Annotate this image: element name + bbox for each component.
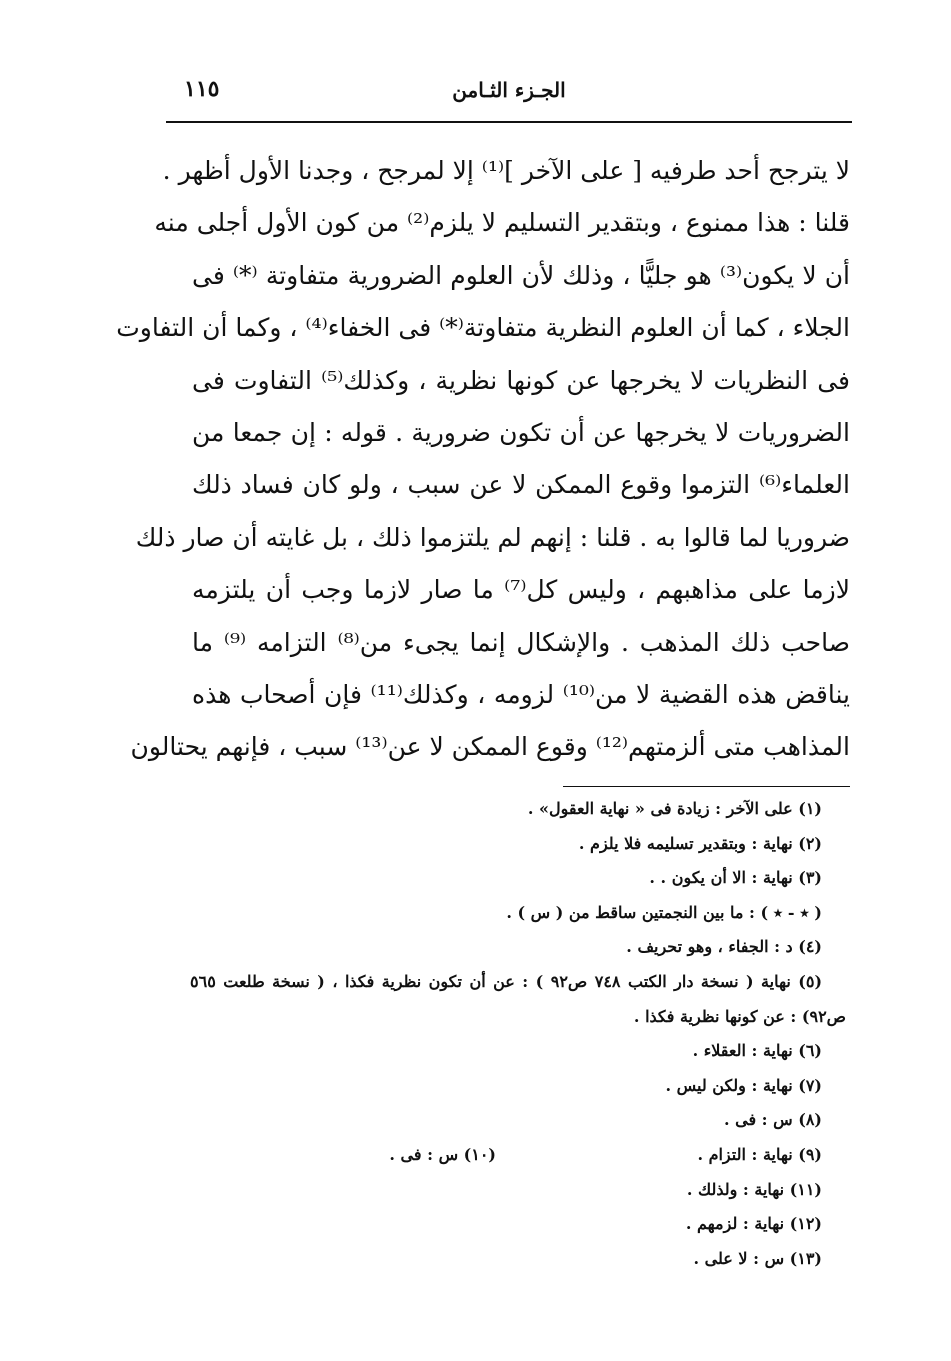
footnote: (١٠) س : فى . xyxy=(389,1144,496,1164)
footnote: (٩) نهاية : التزام . xyxy=(697,1144,822,1164)
footnote-continuation: ص٩٢) : عن كونها نظرية فكذا . xyxy=(633,1006,846,1026)
footnote: (١١) نهاية : ولذلك . xyxy=(686,1179,822,1199)
footnote: (٤) د : الجفاء ، وهو تحريف . xyxy=(626,937,822,957)
running-title: الجـزء الثـامن xyxy=(452,78,566,102)
text-line: لا يترجح أحد طرفيه [ على الآخر ]⁽¹⁾ إلا لمرجح ، وجدنا الأول أظهر . xyxy=(162,156,850,185)
main-text xyxy=(116,145,851,774)
footnote: (٣) نهاية : الا أن يكون . . xyxy=(649,868,822,888)
footnote: (٨) س : فى . xyxy=(723,1110,822,1130)
footnote: (٥) نهاية ( نسخة دار الكتب ٧٤٨ ص٩٢ ) : عن أن تكون نظرية فكذا ، ( نسخة طلعت ٥٦٥ xyxy=(190,971,823,991)
footnote: (٦) نهاية : العقلاء . xyxy=(692,1041,822,1061)
footnote: (١٣) س : لا على . xyxy=(693,1248,822,1268)
text-line: يناقض هذه القضية لا من⁽¹⁰⁾ لزومه ، وكذلك⁽¹¹⁾ فإن أصحاب هذه xyxy=(192,679,850,709)
page-header xyxy=(166,68,852,116)
footnote: (٢) نهاية : وبتقدير تسليمه فلا يلزم . xyxy=(578,833,822,853)
text-line: فى النظريات لا يخرجها عن كونها نظرية ، وكذلك⁽⁵⁾ التفاوت فى xyxy=(192,365,850,395)
text-line: ضروريا لما قالوا به . قلنا : إنهم لم يلتزموا ذلك ، بل غايته أن صار ذلك xyxy=(135,522,850,552)
text-line: صاحب ذلك المذهب . والإشكال إنما يجىء من⁽⁸⁾ التزامه ⁽⁹⁾ ما xyxy=(192,627,850,657)
footnote: (١) على الآخر : زيادة فى « نهاية العقول» . xyxy=(527,799,822,818)
text-line: الضروريات لا يخرجها عن أن تكون ضرورية . قوله : إن جمعا من xyxy=(192,417,850,447)
header-rule xyxy=(166,121,852,123)
text-line: المذاهب متى ألزمتهم⁽¹²⁾ وقوع الممكن لا عن⁽¹³⁾ سبب ، فإنهم يحتالون xyxy=(130,732,850,762)
text-line: أن لا يكون⁽³⁾ هو جليًّا ، وذلك لأن العلوم الضرورية متفاوتة ⁽*⁾ فى xyxy=(192,260,851,290)
footnote: (١٢) نهاية : لزمهم . xyxy=(685,1214,822,1234)
footnote-row xyxy=(190,1138,850,1173)
footnote-separator xyxy=(563,786,850,787)
footnote: (٧) نهاية : ولكن ليس . xyxy=(665,1075,822,1095)
text-line: العلماء⁽⁶⁾ التزموا وقوع الممكن لا عن سبب ، ولو كان فساد ذلك xyxy=(192,470,850,500)
footnote: ( ٭ - ٭ ) : ما بين النجمتين ساقط من ( س ) . xyxy=(506,902,822,922)
text-line: الجلاء ، كما أن العلوم النظرية متفاوتة⁽*⁾ فى الخفاء⁽⁴⁾ ، وكما أن التفاوت xyxy=(116,313,850,343)
page-number: ١١٥ xyxy=(184,76,220,102)
text-line: قلنا : هذا ممنوع ، وبتقدير التسليم لا يلزم⁽²⁾ من كون الأول أجلى منه xyxy=(154,208,850,238)
text-line: لازما على مذاهبهم ، وليس كل⁽⁷⁾ ما صار لازما وجب أن يلتزمه xyxy=(192,575,850,605)
footnotes xyxy=(190,792,850,1276)
